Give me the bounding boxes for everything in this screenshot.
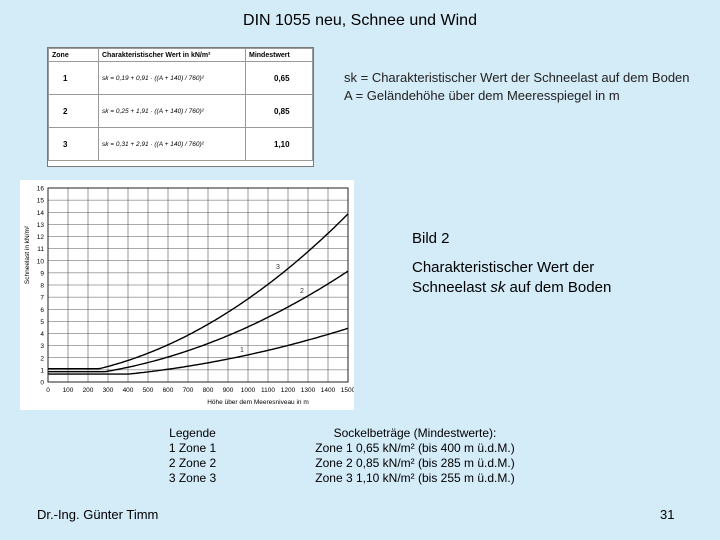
- legend-item: 2 Zone 2: [168, 456, 217, 470]
- y-tick-label: 14: [36, 209, 44, 217]
- y-tick-label: 10: [36, 258, 44, 266]
- table-header-min: Mindestwert: [246, 49, 313, 62]
- legend-title: Legende: [169, 426, 216, 440]
- table-cell-min: 0,65: [246, 62, 313, 95]
- y-tick-label: 5: [40, 318, 44, 326]
- series-line-zone-1: [48, 328, 348, 374]
- x-tick-label: 900: [222, 387, 234, 394]
- x-tick-label: 800: [202, 387, 214, 394]
- y-tick-label: 2: [40, 355, 44, 363]
- table-cell-formula: sk = 0,31 + 2,91 · ((A + 140) / 760)²: [99, 128, 246, 161]
- y-axis-label: Schneelast in kN/m²: [24, 225, 31, 285]
- minimum-value-item: Zone 1 0,65 kN/m² (bis 400 m ü.d.M.): [315, 441, 515, 455]
- minimum-values-note: [300, 426, 530, 486]
- definition-sk: sk = Charakteristischer Wert der Schneelast auf dem Boden: [344, 70, 690, 85]
- x-tick-label: 1300: [300, 387, 316, 394]
- x-axis-label: Höhe über dem Meeresniveau in m: [207, 399, 309, 406]
- y-tick-label: 15: [36, 197, 44, 205]
- x-tick-label: 700: [182, 387, 194, 394]
- table-row: [49, 62, 313, 95]
- x-tick-label: 1500: [340, 387, 354, 394]
- y-tick-label: 11: [37, 246, 44, 254]
- y-tick-label: 3: [40, 343, 44, 351]
- minimum-value-item: Zone 2 0,85 kN/m² (bis 285 m ü.d.M.): [315, 456, 515, 470]
- y-tick-label: 8: [40, 282, 44, 290]
- figure-caption-line1: Charakteristischer Wert der: [412, 259, 595, 276]
- minimum-values-title: Sockelbeträge (Mindestwerte):: [333, 426, 497, 440]
- series-label-zone-2: 2: [300, 287, 304, 295]
- x-tick-label: 600: [162, 387, 174, 394]
- table-cell-zone: 1: [49, 62, 99, 95]
- y-tick-label: 12: [36, 234, 44, 241]
- x-tick-label: 400: [122, 387, 134, 394]
- y-tick-label: 16: [36, 185, 44, 193]
- table-cell-zone: 2: [49, 95, 99, 128]
- formula-grid: [48, 48, 313, 161]
- x-tick-label: 0: [46, 387, 50, 394]
- x-tick-label: 200: [82, 387, 94, 394]
- table-row: [49, 95, 313, 128]
- y-tick-label: 1: [40, 367, 44, 375]
- table-header-row: [49, 49, 313, 62]
- caption-suffix: auf dem Boden: [505, 279, 612, 296]
- y-tick-label: 0: [40, 379, 44, 387]
- legend-item: 1 Zone 1: [168, 441, 217, 455]
- x-tick-label: 300: [102, 387, 114, 394]
- y-tick-label: 4: [40, 331, 44, 338]
- x-tick-label: 1100: [261, 387, 275, 394]
- definition-a: A = Geländehöhe über dem Meeresspiegel in m: [344, 88, 620, 103]
- table-cell-zone: 3: [49, 128, 99, 161]
- figure-number: Bild 2: [412, 230, 450, 247]
- author-footer: Dr.-Ing. Günter Timm: [37, 507, 159, 522]
- series-label-zone-1: 1: [240, 346, 244, 354]
- x-tick-label: 1000: [240, 387, 256, 394]
- y-tick-label: 7: [40, 294, 44, 302]
- caption-symbol: sk: [490, 279, 506, 296]
- y-tick-label: 13: [36, 221, 44, 229]
- page-title: DIN 1055 neu, Schnee und Wind: [243, 12, 477, 29]
- table-row: [49, 128, 313, 161]
- x-tick-label: 1400: [320, 387, 336, 394]
- table-header-zone: Zone: [49, 49, 99, 62]
- series-label-zone-3: 3: [276, 263, 280, 271]
- y-tick-label: 6: [40, 306, 44, 314]
- x-tick-label: 100: [62, 387, 74, 394]
- chart-legend: [130, 426, 255, 486]
- snow-load-chart: [20, 180, 354, 410]
- x-tick-label: 500: [142, 387, 154, 394]
- table-cell-formula: sk = 0,25 + 1,91 · ((A + 140) / 760)²: [99, 95, 246, 128]
- caption-prefix: Schneelast: [412, 279, 491, 296]
- table-cell-min: 1,10: [246, 128, 313, 161]
- legend-item: 3 Zone 3: [168, 471, 217, 485]
- formula-table: [47, 47, 314, 167]
- table-cell-formula: sk = 0,19 + 0,91 · ((A + 140) / 760)²: [99, 62, 246, 95]
- x-tick-label: 1200: [280, 387, 296, 394]
- table-header-value: Charakteristischer Wert in kN/m²: [99, 49, 246, 62]
- page-number: 31: [660, 507, 675, 522]
- y-tick-label: 9: [40, 270, 44, 278]
- chart-svg: [20, 180, 354, 410]
- table-cell-min: 0,85: [246, 95, 313, 128]
- minimum-value-item: Zone 3 1,10 kN/m² (bis 255 m ü.d.M.): [315, 471, 515, 485]
- figure-caption-line2: [412, 279, 611, 296]
